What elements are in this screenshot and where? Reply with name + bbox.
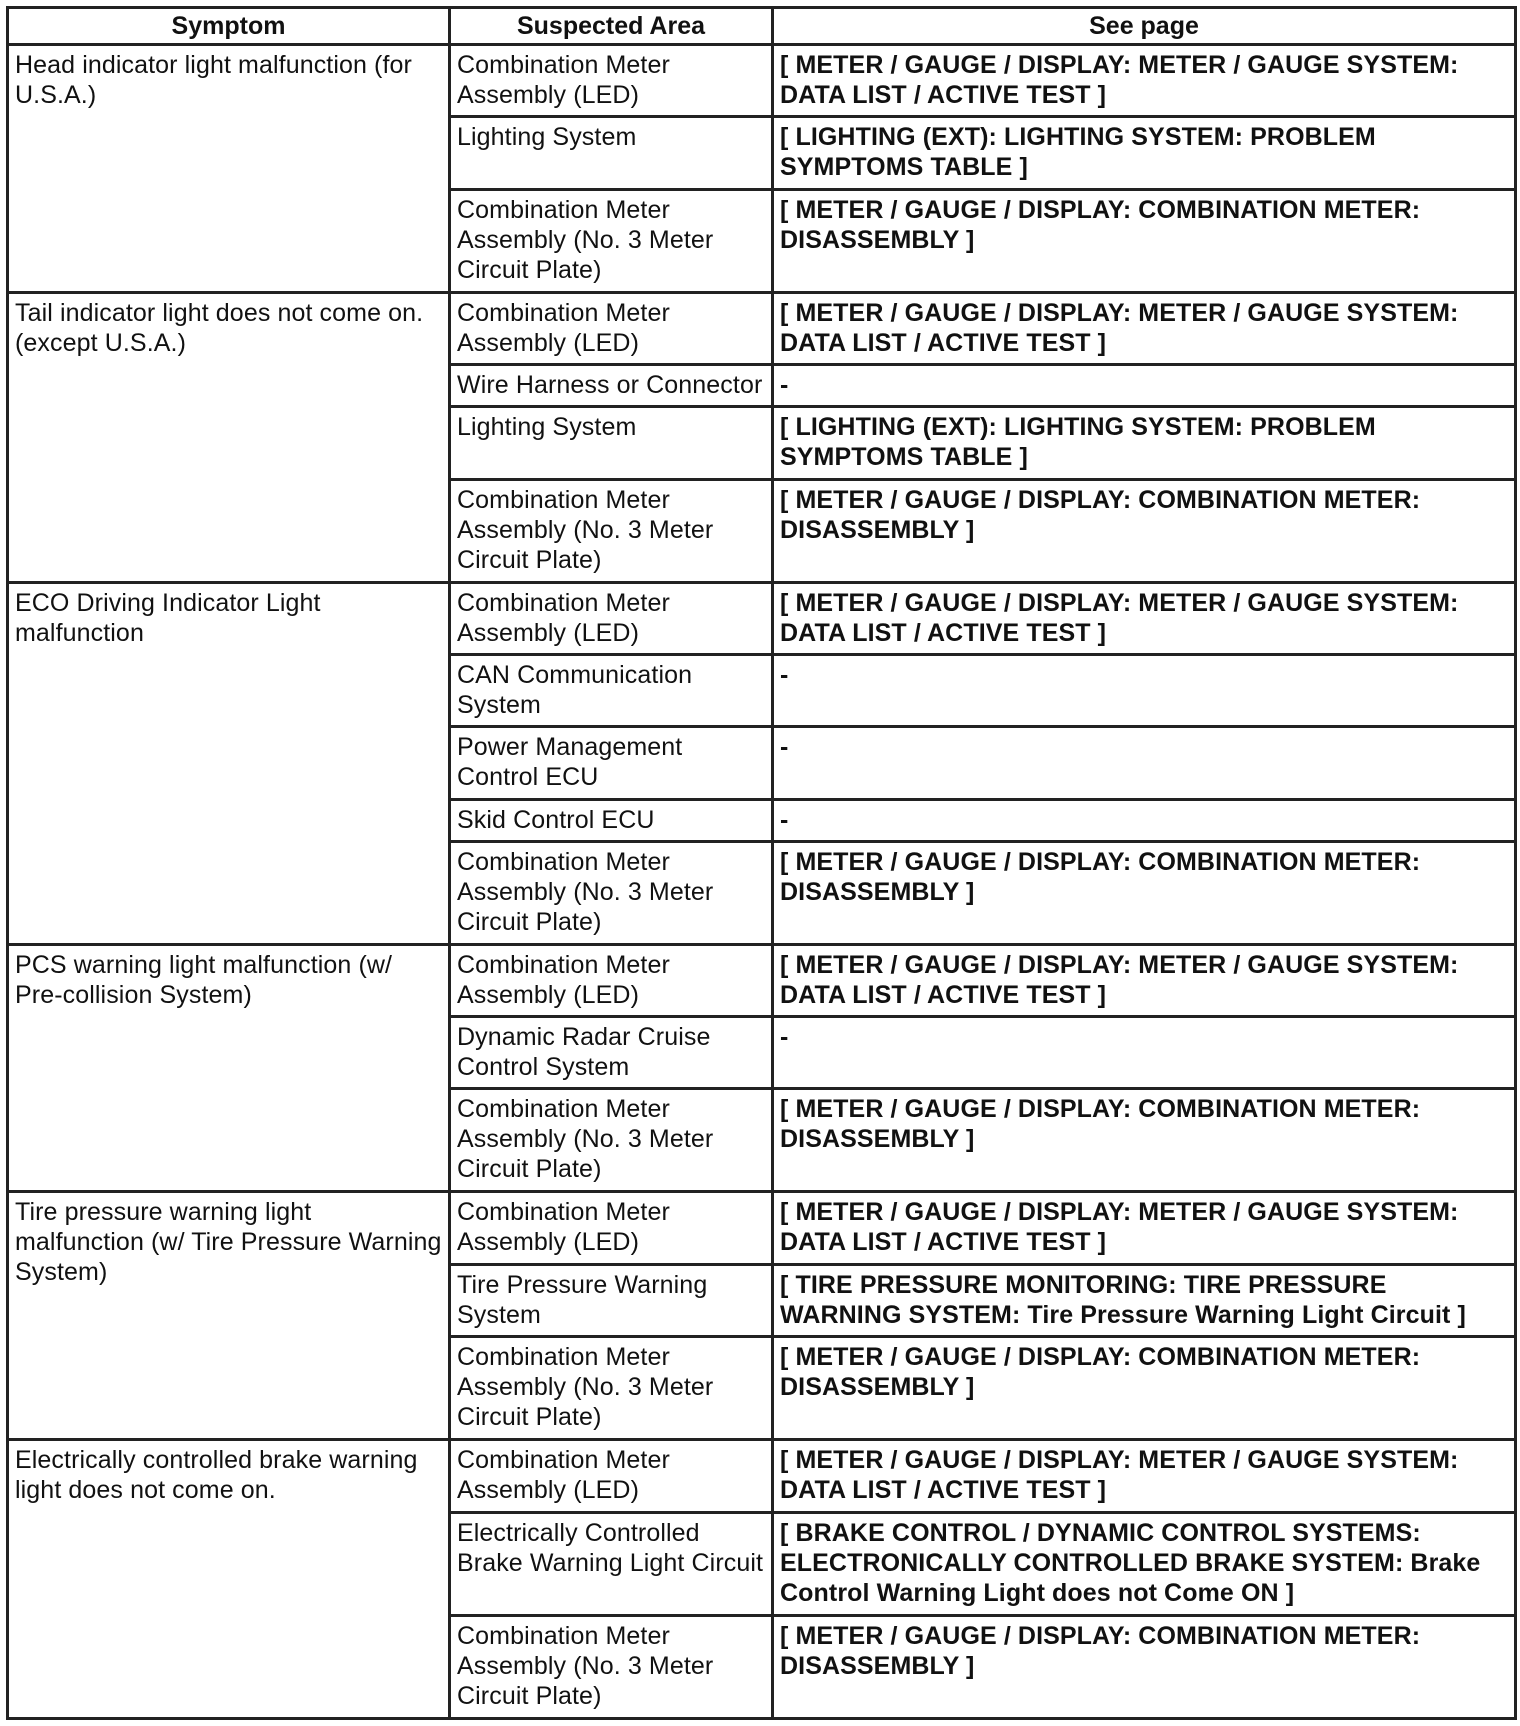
- symptom-cell: Tail indicator light does not come on. (except U.S.A.): [8, 292, 450, 582]
- table-row: [8, 292, 1516, 364]
- see-page-cell: [ METER / GAUGE / DISPLAY: METER / GAUGE SYSTEM: DATA LIST / ACTIVE TEST ]: [773, 582, 1516, 654]
- symptom-table: [6, 6, 1517, 1720]
- suspected-area-cell: Combination Meter Assembly (LED): [450, 582, 773, 654]
- suspected-area-cell: Combination Meter Assembly (No. 3 Meter Circuit Plate): [450, 1337, 773, 1440]
- see-page-cell: [ METER / GAUGE / DISPLAY: COMBINATION METER: DISASSEMBLY ]: [773, 1337, 1516, 1440]
- see-page-cell: [ METER / GAUGE / DISPLAY: COMBINATION METER: DISASSEMBLY ]: [773, 841, 1516, 944]
- suspected-area-cell: Combination Meter Assembly (LED): [450, 1440, 773, 1512]
- see-page-cell: [ BRAKE CONTROL / DYNAMIC CONTROL SYSTEMS: ELECTRONICALLY CONTROLLED BRAKE SYSTEM: Brake Control Warning Light does not Come ON ]: [773, 1512, 1516, 1615]
- see-page-cell: [ METER / GAUGE / DISPLAY: METER / GAUGE SYSTEM: DATA LIST / ACTIVE TEST ]: [773, 45, 1516, 117]
- see-page-cell: [ TIRE PRESSURE MONITORING: TIRE PRESSURE WARNING SYSTEM: Tire Pressure Warning Light Circuit ]: [773, 1264, 1516, 1336]
- header-symptom: Symptom: [8, 8, 450, 45]
- suspected-area-cell: Skid Control ECU: [450, 799, 773, 841]
- suspected-area-cell: Combination Meter Assembly (LED): [450, 292, 773, 364]
- see-page-cell: [ METER / GAUGE / DISPLAY: COMBINATION METER: DISASSEMBLY ]: [773, 1089, 1516, 1192]
- see-page-cell: [ METER / GAUGE / DISPLAY: COMBINATION METER: DISASSEMBLY ]: [773, 479, 1516, 582]
- see-page-cell: [ LIGHTING (EXT): LIGHTING SYSTEM: PROBLEM SYMPTOMS TABLE ]: [773, 117, 1516, 189]
- see-page-cell: -: [773, 1017, 1516, 1089]
- suspected-area-cell: Combination Meter Assembly (No. 3 Meter Circuit Plate): [450, 1089, 773, 1192]
- suspected-area-cell: Dynamic Radar Cruise Control System: [450, 1017, 773, 1089]
- see-page-cell: [ METER / GAUGE / DISPLAY: METER / GAUGE SYSTEM: DATA LIST / ACTIVE TEST ]: [773, 292, 1516, 364]
- symptom-cell: Head indicator light malfunction (for U.S.A.): [8, 45, 450, 293]
- suspected-area-cell: Combination Meter Assembly (No. 3 Meter Circuit Plate): [450, 479, 773, 582]
- table-body: [8, 45, 1516, 1719]
- header-row: [8, 8, 1516, 45]
- suspected-area-cell: Combination Meter Assembly (LED): [450, 1192, 773, 1264]
- suspected-area-cell: Lighting System: [450, 407, 773, 479]
- see-page-cell: [ METER / GAUGE / DISPLAY: METER / GAUGE SYSTEM: DATA LIST / ACTIVE TEST ]: [773, 1440, 1516, 1512]
- suspected-area-cell: Lighting System: [450, 117, 773, 189]
- see-page-cell: [ METER / GAUGE / DISPLAY: METER / GAUGE SYSTEM: DATA LIST / ACTIVE TEST ]: [773, 944, 1516, 1016]
- suspected-area-cell: Combination Meter Assembly (LED): [450, 45, 773, 117]
- suspected-area-cell: Combination Meter Assembly (No. 3 Meter Circuit Plate): [450, 189, 773, 292]
- suspected-area-cell: Combination Meter Assembly (LED): [450, 944, 773, 1016]
- symptom-cell: Electrically controlled brake warning light does not come on.: [8, 1440, 450, 1719]
- see-page-cell: [ METER / GAUGE / DISPLAY: COMBINATION METER: DISASSEMBLY ]: [773, 1615, 1516, 1718]
- header-see-page: See page: [773, 8, 1516, 45]
- suspected-area-cell: Wire Harness or Connector: [450, 365, 773, 407]
- see-page-cell: -: [773, 727, 1516, 799]
- suspected-area-cell: CAN Communication System: [450, 654, 773, 726]
- symptom-cell: ECO Driving Indicator Light malfunction: [8, 582, 450, 944]
- see-page-cell: -: [773, 365, 1516, 407]
- see-page-cell: [ METER / GAUGE / DISPLAY: COMBINATION METER: DISASSEMBLY ]: [773, 189, 1516, 292]
- suspected-area-cell: Electrically Controlled Brake Warning Light Circuit: [450, 1512, 773, 1615]
- see-page-cell: [ METER / GAUGE / DISPLAY: METER / GAUGE SYSTEM: DATA LIST / ACTIVE TEST ]: [773, 1192, 1516, 1264]
- see-page-cell: [ LIGHTING (EXT): LIGHTING SYSTEM: PROBLEM SYMPTOMS TABLE ]: [773, 407, 1516, 479]
- symptom-cell: Tire pressure warning light malfunction (w/ Tire Pressure Warning System): [8, 1192, 450, 1440]
- see-page-cell: -: [773, 654, 1516, 726]
- table-row: [8, 1440, 1516, 1512]
- suspected-area-cell: Combination Meter Assembly (No. 3 Meter Circuit Plate): [450, 1615, 773, 1718]
- table-row: [8, 45, 1516, 117]
- symptom-cell: PCS warning light malfunction (w/ Pre-collision System): [8, 944, 450, 1192]
- table-row: [8, 1192, 1516, 1264]
- see-page-cell: -: [773, 799, 1516, 841]
- table-row: [8, 582, 1516, 654]
- suspected-area-cell: Power Management Control ECU: [450, 727, 773, 799]
- table-row: [8, 944, 1516, 1016]
- suspected-area-cell: Combination Meter Assembly (No. 3 Meter Circuit Plate): [450, 841, 773, 944]
- header-suspected-area: Suspected Area: [450, 8, 773, 45]
- suspected-area-cell: Tire Pressure Warning System: [450, 1264, 773, 1336]
